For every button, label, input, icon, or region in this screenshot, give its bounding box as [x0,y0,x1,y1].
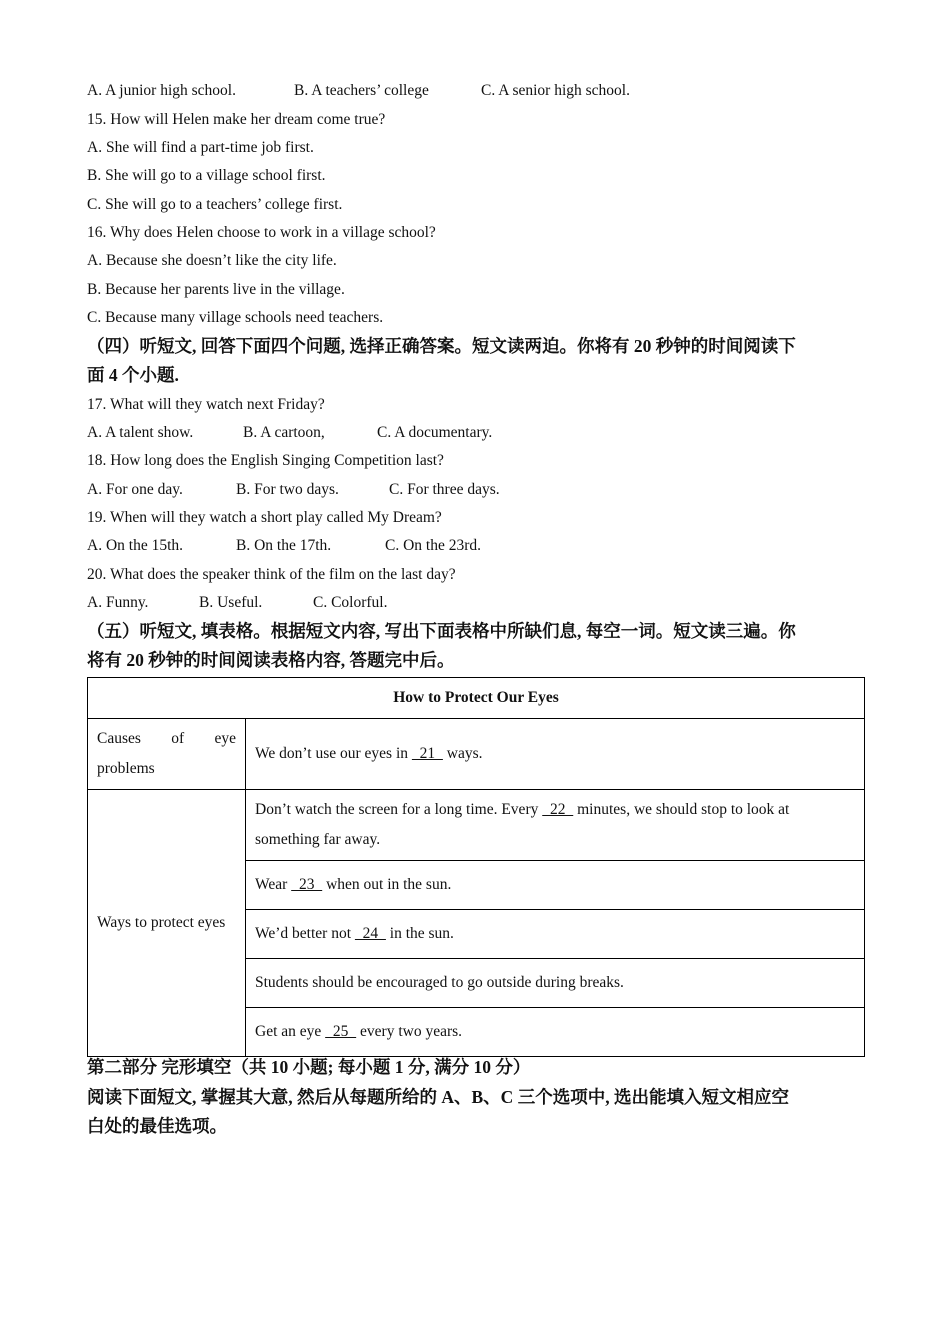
row1-pre: We don’t use our eyes in [255,745,412,762]
row6-pre: Get an eye [255,1023,326,1040]
row6-post: every two years. [356,1023,463,1040]
causes-label [88,719,246,790]
q20-options [87,593,388,613]
part2-instructions [87,1083,877,1141]
q18-option-b: B. For two days. [236,481,339,498]
q20-option-c: C. Colorful. [313,594,388,611]
protect-eyes-table [87,677,865,1057]
table-row-breaks: Students should be encouraged to go outside during breaks. [246,959,865,1008]
q17-question: 17. What will they watch next Friday? [87,396,325,413]
part2-heading: 第二部分 完形填空（共 10 小题; 每小题 1 分, 满分 10 分） [87,1057,531,1077]
q20-question: 20. What does the speaker think of the film on the last day? [87,566,456,583]
q17-option-c: C. A documentary. [377,424,493,441]
q18-options [87,480,500,500]
blank-25: 25 [325,1023,357,1040]
q20-option-a: A. Funny. [87,594,149,611]
table-row-wear [246,861,865,910]
q14-option-b: B. A teachers’ college [294,82,429,99]
q15-option-c: C. She will go to a teachers’ college first. [87,196,343,213]
q15-option-b: B. She will go to a village school first. [87,167,326,184]
row3-post: when out in the sun. [322,876,452,893]
section4-heading [87,332,877,390]
part2-line1: 阅读下面短文, 掌握其大意, 然后从每题所给的 A、B、C 三个选项中, 选出能填入短文相应空 [87,1087,789,1107]
table-title: How to Protect Our Eyes [88,678,865,719]
blank-21: 21 [411,745,443,762]
row2-line2: something far away. [255,831,381,848]
section5-line2: 将有 20 秒钟的时间阅读表格内容, 答题完中后。 [87,650,455,670]
section4-line1: （四）听短文, 回答下面四个问题, 选择正确答案。短文读两迫。你将有 20 秒钟的时间阅读下 [87,336,796,356]
row4-post: in the sun. [385,925,454,942]
q19-option-c: C. On the 23rd. [385,537,482,554]
section5-line1: （五）听短文, 填表格。根据短文内容, 写出下面表格中所缺们息, 每空一词。短文读三遍。你 [87,621,796,641]
q16-option-b: B. Because her parents live in the village. [87,281,345,298]
q18-option-c: C. For three days. [389,481,500,498]
section4-line2: 面 4 个小题. [87,365,179,385]
q19-options [87,536,481,556]
row2-post: minutes, we should stop to look at [573,801,790,818]
q18-option-a: A. For one day. [87,481,183,498]
blank-22: 22 [542,801,574,818]
q19-option-b: B. On the 17th. [236,537,332,554]
q19-question: 19. When will they watch a short play called My Dream? [87,509,442,526]
q16-option-a: A. Because she doesn’t like the city life. [87,252,337,269]
q14-option-c: C. A senior high school. [481,82,630,99]
q16-question: 16. Why does Helen choose to work in a village school? [87,224,436,241]
blank-24: 24 [354,925,386,942]
table-row-exam [246,1008,865,1057]
part2-line2: 白处的最佳选项。 [87,1116,227,1136]
causes-label-line1: Causes of eye [97,730,236,747]
q15-option-a: A. She will find a part-time job first. [87,139,314,156]
table-row-screen [246,790,865,861]
table-row-sun [246,910,865,959]
q17-option-b: B. A cartoon, [243,424,325,441]
table-row-causes [246,719,865,790]
q19-option-a: A. On the 15th. [87,537,184,554]
q15-question: 15. How will Helen make her dream come true? [87,111,386,128]
causes-label-line2: problems [97,760,155,777]
q17-option-a: A. A talent show. [87,424,194,441]
section5-heading [87,617,877,675]
row2-pre: Don’t watch the screen for a long time. Every [255,801,543,818]
row3-pre: Wear [255,876,292,893]
q20-option-b: B. Useful. [199,594,263,611]
q14-option-a: A. A junior high school. [87,82,236,99]
q17-options [87,423,492,443]
ways-label: Ways to protect eyes [88,790,246,1057]
blank-23: 23 [291,876,323,893]
q16-option-c: C. Because many village schools need teachers. [87,309,384,326]
row4-pre: We’d better not [255,925,355,942]
q18-question: 18. How long does the English Singing Competition last? [87,452,444,469]
row1-post: ways. [442,745,483,762]
q14-options [87,81,630,101]
